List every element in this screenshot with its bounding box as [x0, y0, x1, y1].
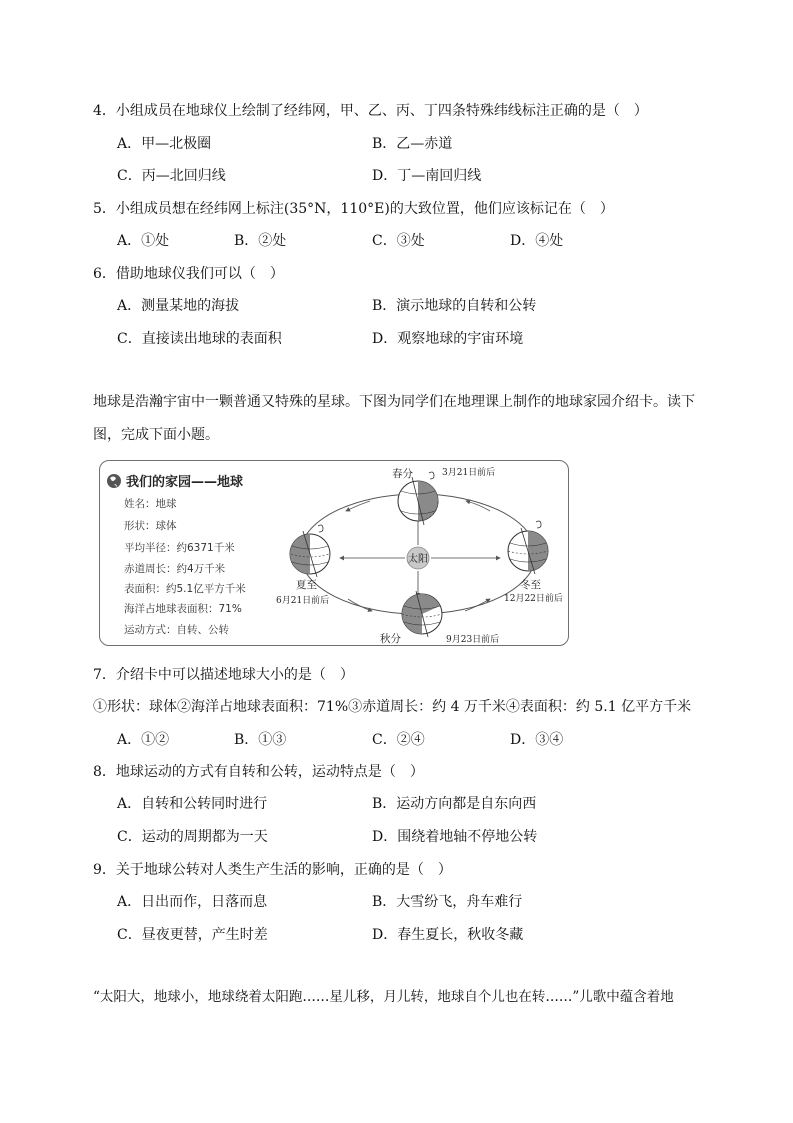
q6-option-d[interactable]: D．观察地球的宇宙环境: [372, 331, 524, 347]
q4-stem: 4．小组成员在地球仪上绘制了经纬网，甲、乙、丙、丁四条特殊纬线标注正确的是（ ）: [93, 103, 648, 119]
q7-option-b[interactable]: B．①③: [234, 732, 287, 748]
winter-label: 冬至: [520, 579, 541, 591]
q5-stem: 5．小组成员想在经纬网上标注(35°N，110°E)的大致位置，他们应该标记在（ ）: [93, 201, 614, 217]
q5-option-d[interactable]: D．④处: [510, 233, 564, 249]
earth-intro-card: [99, 460, 569, 646]
card-row-shape: 形状：球体: [124, 520, 177, 532]
q8-option-c[interactable]: C．运动的周期都为一天: [117, 829, 268, 845]
q5-option-b[interactable]: B．②处: [234, 233, 287, 249]
card-row-ocean: 海洋占地球表面积：71%: [124, 603, 242, 615]
q8-option-a[interactable]: A．自转和公转同时进行: [117, 796, 268, 812]
q8-option-b[interactable]: B．运动方向都是自东向西: [372, 796, 537, 812]
q9-option-a[interactable]: A．日出而作，日落而息: [117, 894, 268, 910]
passage2-line1: “太阳大，地球小，地球绕着太阳跑……星儿移，月儿转，地球自个儿也在转……”儿歌中蕴含着地: [93, 989, 674, 1005]
winter-date: 12月22日前后: [504, 594, 563, 604]
autumn-date: 9月23日前后: [446, 635, 500, 645]
q7-items: ①形状：球体②海洋占地球表面积：71%③赤道周长：约 4 万千米④表面积：约 5.1 亿平方千米: [93, 699, 692, 715]
passage1-line2: 图，完成下面小题。: [93, 427, 219, 443]
orbit-arrow-3: [465, 599, 490, 611]
q6-option-c[interactable]: C．直接读出地球的表面积: [117, 331, 282, 347]
q7-option-d[interactable]: D．③④: [510, 732, 564, 748]
q5-option-a[interactable]: A．①处: [117, 233, 170, 249]
q4-option-d[interactable]: D．丁—南回归线: [372, 168, 482, 184]
card-row-circumference: 赤道周长：约4万千米: [124, 563, 226, 575]
card-row-name: 姓名：地球: [124, 498, 177, 510]
q4-option-c[interactable]: C．丙—北回归线: [117, 168, 226, 184]
earth-summer-icon: [290, 525, 330, 577]
q6-stem: 6．借助地球仪我们可以（ ）: [93, 266, 284, 282]
q4-option-b[interactable]: B．乙—赤道: [372, 136, 453, 152]
summer-label: 夏至: [296, 579, 317, 591]
q8-option-d[interactable]: D．围绕着地轴不停地公转: [372, 829, 538, 845]
earth-winter-icon: [508, 521, 548, 574]
q8-stem: 8．地球运动的方式有自转和公转，运动特点是（ ）: [93, 764, 424, 780]
spring-date: 3月21日前后: [442, 468, 496, 478]
earth-orbit-figure: [100, 461, 570, 647]
q6-option-b[interactable]: B．演示地球的自转和公转: [372, 298, 537, 314]
card-row-motion: 运动方式：自转、公转: [124, 624, 229, 636]
autumn-label: 秋分: [380, 633, 401, 645]
passage1-line1: 地球是浩瀚宇宙中一颗普通又特殊的星球。下图为同学们在地理课上制作的地球家园介绍卡。读下: [93, 394, 695, 410]
q5-option-c[interactable]: C．③处: [372, 233, 425, 249]
q6-option-a[interactable]: A．测量某地的海拔: [117, 298, 240, 314]
card-title: 我们的家园——地球: [126, 475, 244, 490]
q9-option-d[interactable]: D．春生夏长，秋收冬藏: [372, 927, 524, 943]
card-row-area: 表面积：约5.1亿平方千米: [124, 583, 246, 595]
q7-option-a[interactable]: A．①②: [117, 732, 170, 748]
spring-label: 春分: [392, 468, 413, 480]
q9-stem: 9．关于地球公转对人类生产生活的影响，正确的是（ ）: [93, 862, 452, 878]
card-row-radius: 平均半径：约6371千米: [124, 542, 235, 554]
earth-autumn-icon: [402, 591, 442, 637]
summer-date: 6月21日前后: [276, 596, 330, 606]
orbit-arrow-2: [348, 599, 372, 611]
q7-option-c[interactable]: C．②④: [372, 732, 425, 748]
sun-label: 太阳: [408, 554, 428, 565]
q9-option-b[interactable]: B．大雪纷飞，舟车难行: [372, 894, 523, 910]
globe-icon: [107, 474, 121, 488]
q9-option-c[interactable]: C．昼夜更替，产生时差: [117, 927, 268, 943]
q4-option-a[interactable]: A．甲—北极圈: [117, 136, 212, 152]
q7-stem: 7．介绍卡中可以描述地球大小的是（ ）: [93, 667, 354, 683]
